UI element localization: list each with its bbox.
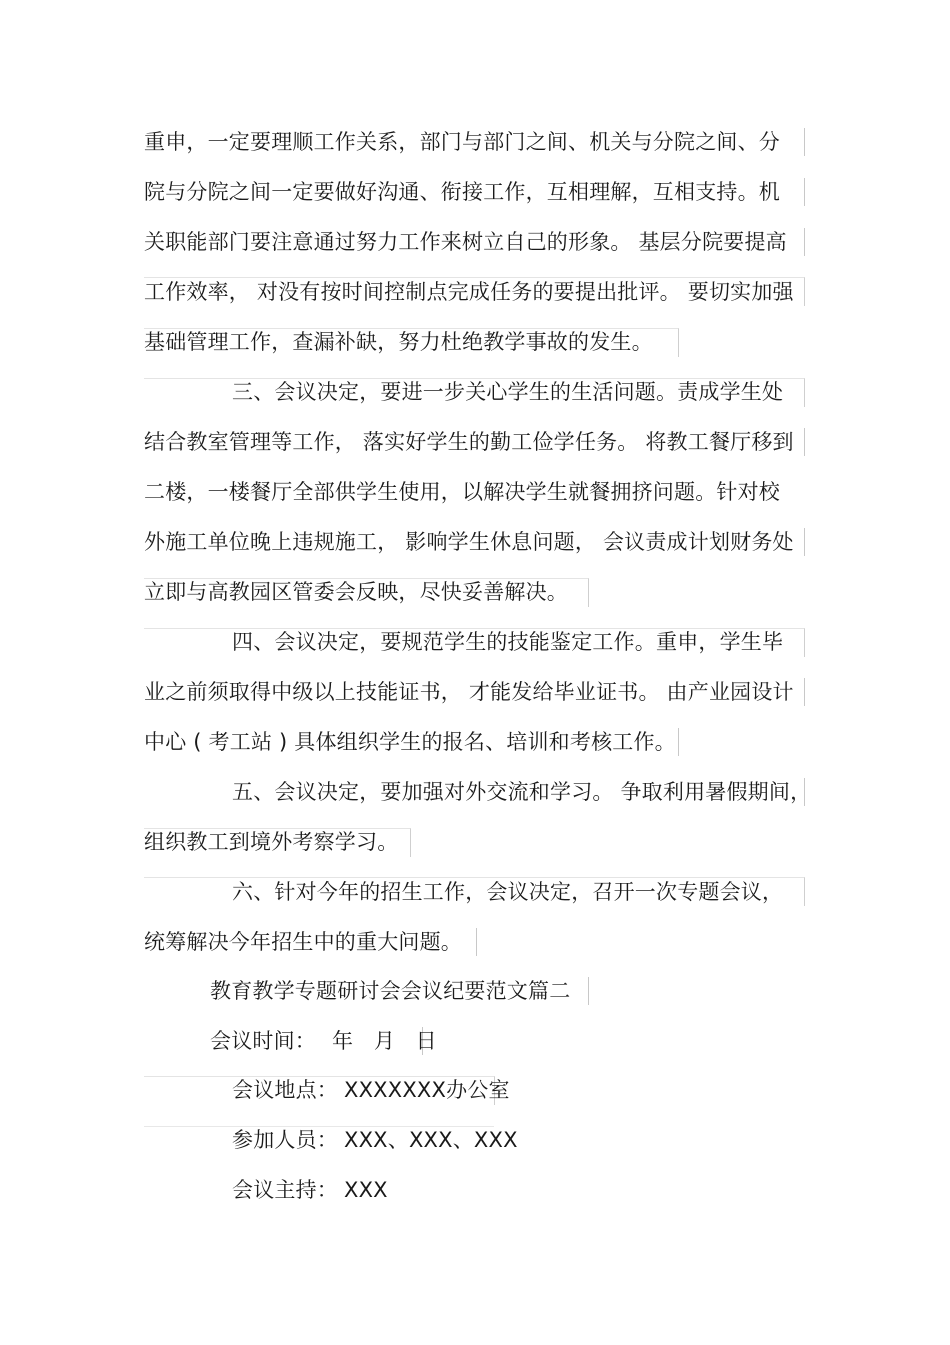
item-3-line: 立即与高教园区管委会反映，尽快妥善解决。 (144, 580, 568, 604)
scan-artifact-rule (804, 678, 805, 706)
scan-artifact-rule (804, 528, 805, 556)
attendees-row (232, 1125, 518, 1155)
meeting-host-label: 会议主持： (232, 1178, 338, 1202)
scan-artifact-rule (804, 178, 805, 206)
attendees-value: XXX、XXX、XXX (344, 1128, 518, 1152)
meeting-place-row (232, 1075, 510, 1105)
paragraph-line: 关职能部门要注意通过努力工作来树立自己的形象。 基层分院要提高 (144, 230, 787, 254)
paragraph-line: 基础管理工作，查漏补缺，努力杜绝教学事故的发生。 (144, 330, 653, 354)
item-4-line: 业之前须取得中级以上技能证书， 才能发给毕业证书。 由产业园设计 (144, 680, 794, 704)
paragraph-line: 工作效率， 对没有按时间控制点完成任务的要提出批评。 要切实加强 (144, 280, 794, 304)
item-4-heading-line: 四、会议决定，要规范学生的技能鉴定工作。重申，学生毕 (232, 630, 784, 654)
meeting-host-value: XXX (344, 1178, 388, 1202)
item-3-line: 外施工单位晚上违规施工， 影响学生休息问题， 会议责成计划财务处 (144, 530, 794, 554)
meeting-place-value: XXXXXXX办公室 (344, 1078, 510, 1102)
scan-artifact-rule (476, 928, 477, 956)
meeting-time-label: 会议时间： (210, 1029, 316, 1053)
section-2-title: 教育教学专题研讨会会议纪要范文篇二 (210, 979, 571, 1003)
paragraph-line: 院与分院之间一定要做好沟通、衔接工作，互相理解，互相支持。机 (144, 180, 780, 204)
scan-artifact-rule (804, 228, 805, 256)
meeting-place-label: 会议地点： (232, 1078, 338, 1102)
meeting-host-row (232, 1175, 388, 1205)
item-6-heading-line: 六、针对今年的招生工作，会议决定，召开一次专题会议， (232, 880, 784, 904)
item-3-heading-line: 三、会议决定，要进一步关心学生的生活问题。责成学生处 (232, 380, 784, 404)
meeting-time-row (210, 1026, 437, 1056)
scan-artifact-rule (804, 428, 805, 456)
meeting-time-value: 年 月 日 (332, 1029, 437, 1053)
item-6-line: 统筹解决今年招生中的重大问题。 (144, 930, 462, 954)
item-4-line: 中心 ( 考工站 ) 具体组织学生的报名、培训和考核工作。 (144, 730, 676, 754)
attendees-label: 参加人员： (232, 1128, 338, 1152)
item-5-heading-line: 五、会议决定，要加强对外交流和学习。 争取利用暑假期间， (232, 780, 812, 804)
scan-artifact-rule (588, 977, 589, 1005)
scan-artifact-rule (804, 128, 805, 156)
item-3-line: 结合教室管理等工作， 落实好学生的勤工俭学任务。 将教工餐厅移到 (144, 430, 794, 454)
paragraph-line: 重申，一定要理顺工作关系，部门与部门之间、机关与分院之间、分 (144, 130, 780, 154)
scan-artifact-rule (678, 728, 679, 756)
item-3-line: 二楼，一楼餐厅全部供学生使用，以解决学生就餐拥挤问题。针对校 (144, 480, 780, 504)
item-5-line: 组织教工到境外考察学习。 (144, 830, 399, 854)
